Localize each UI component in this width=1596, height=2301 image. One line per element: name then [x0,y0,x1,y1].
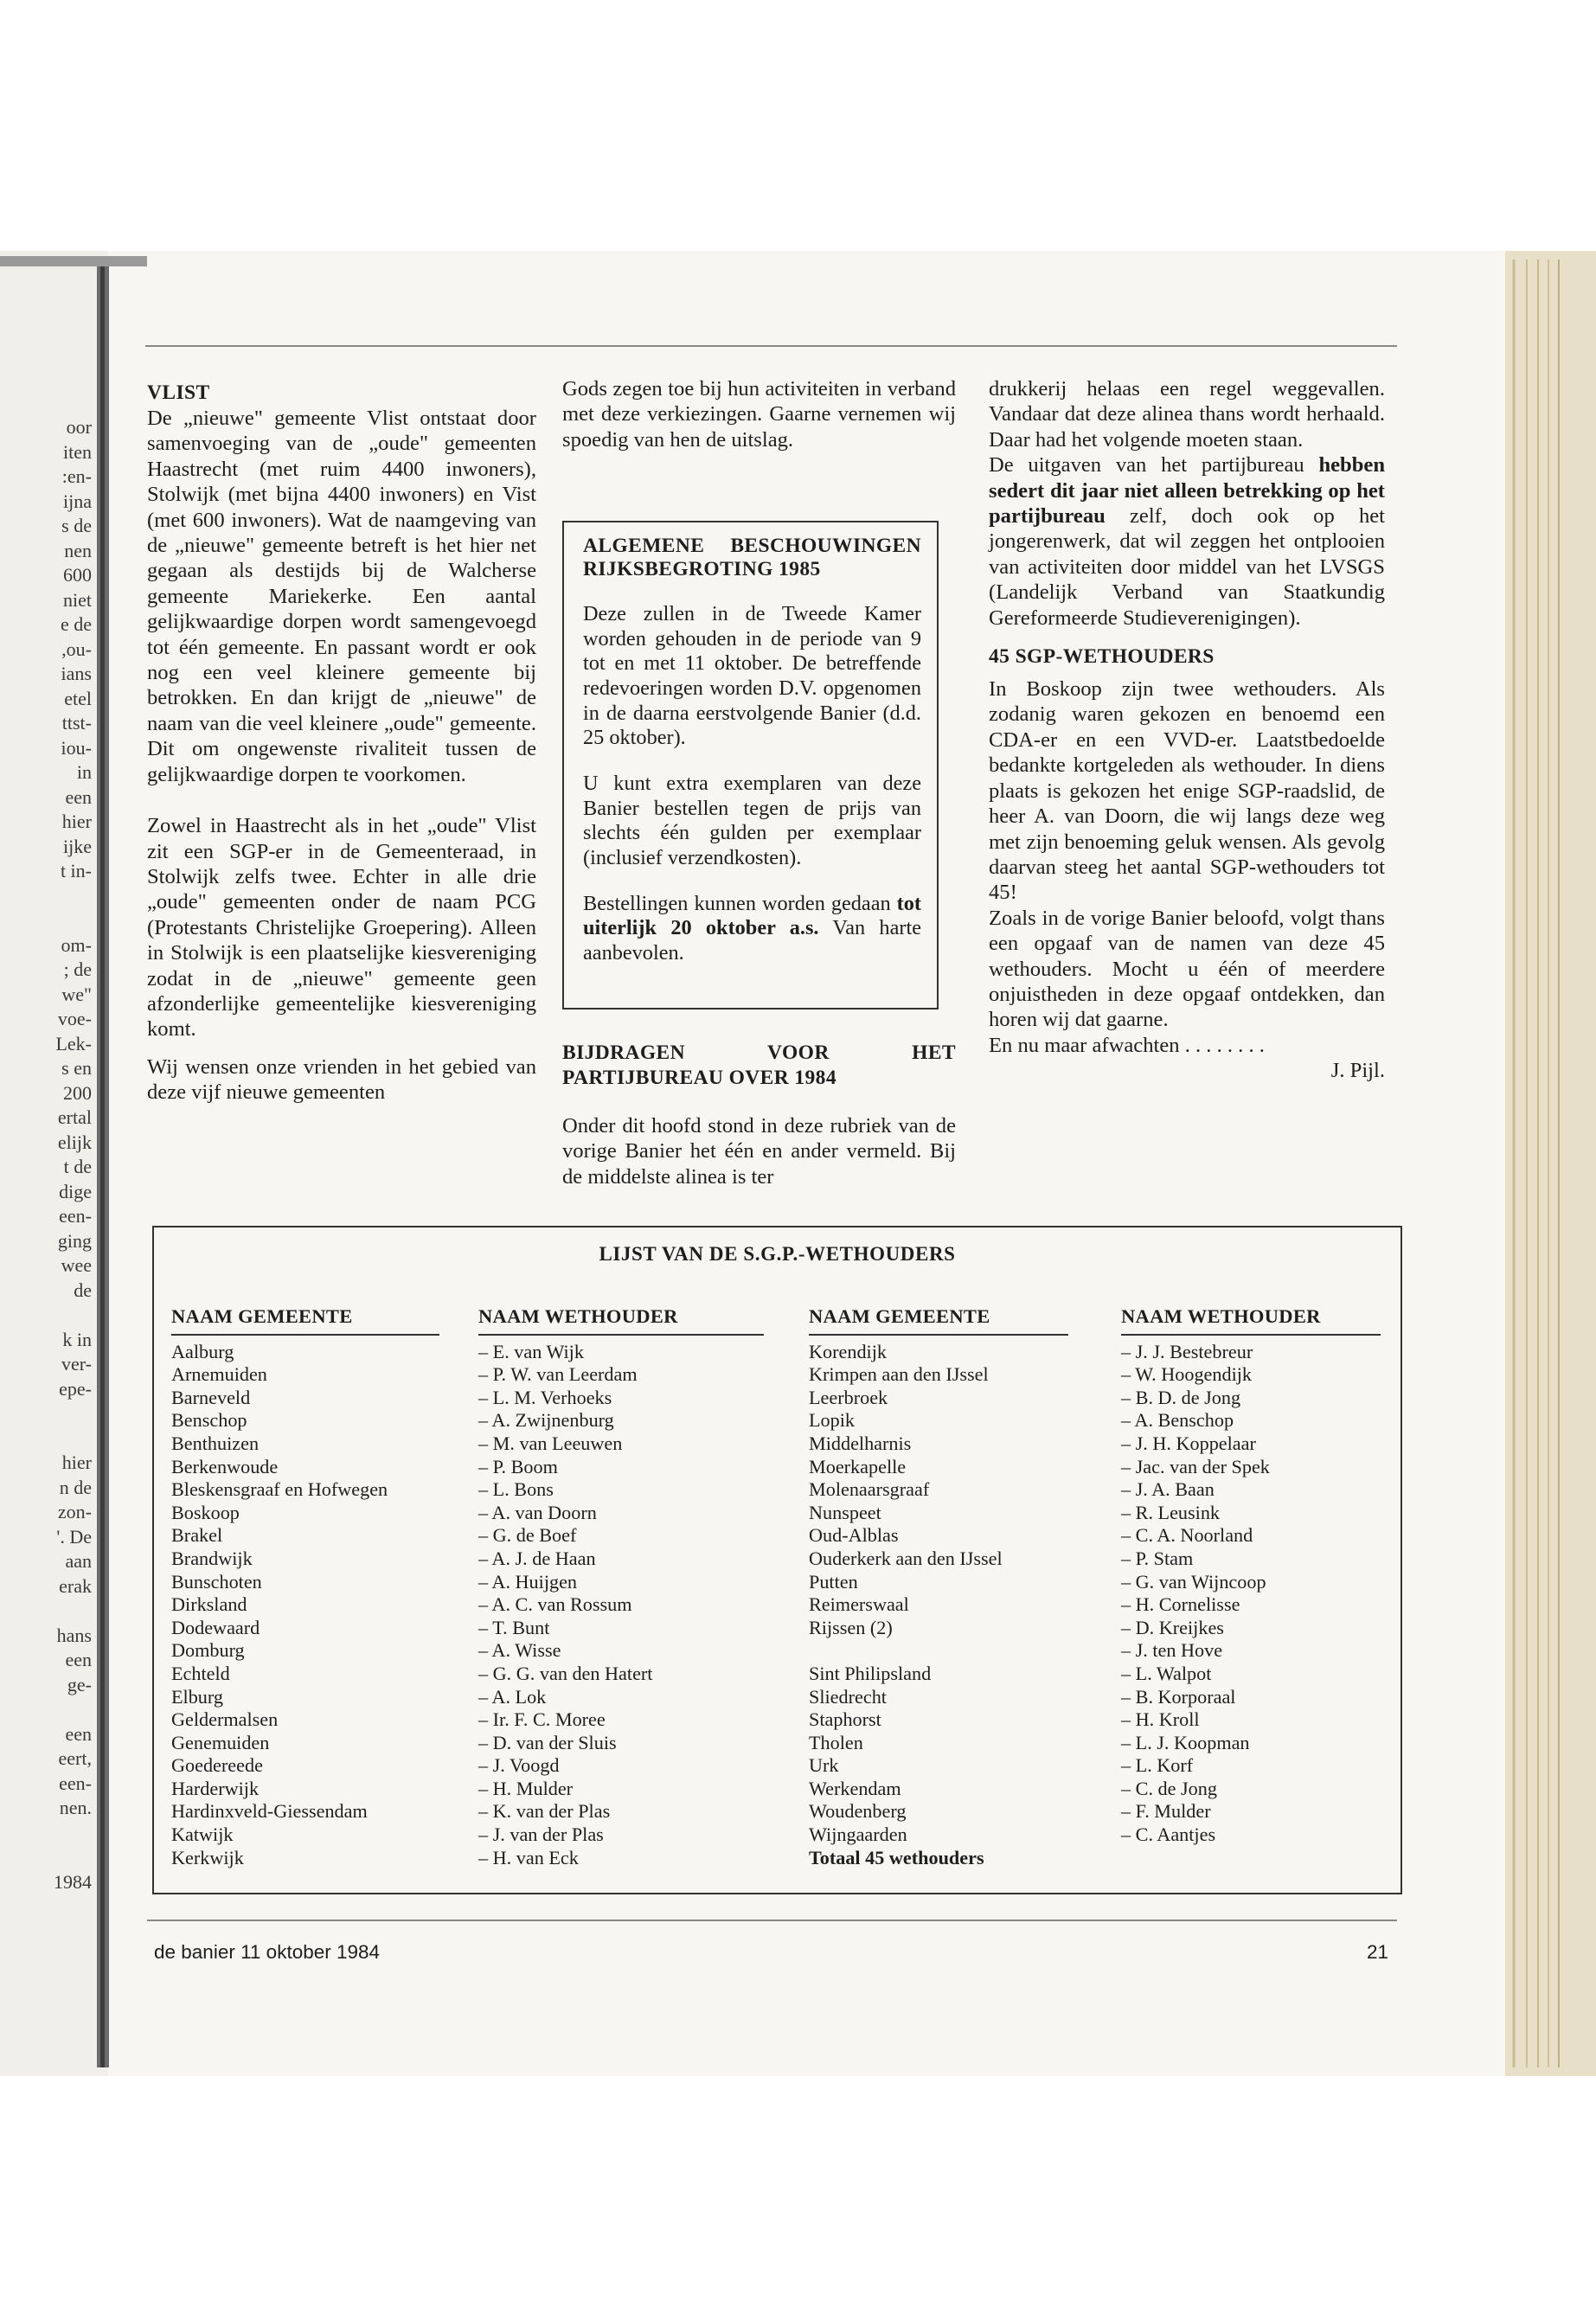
column-right [989,376,1385,1084]
table-title: LIJST VAN DE S.G.P.-WETHOUDERS [599,1243,956,1265]
previous-page-fragment: zon- [57,1501,92,1522]
table-cell-wethouder: – H. Kroll [1121,1708,1200,1731]
notice-paragraph-3: Bestellingen kunnen worden gedaan tot uiterlijk 20 oktober a.s. Van harte aanbevolen. [583,891,921,965]
table-cell-wethouder: – D. Kreijkes [1121,1616,1224,1638]
table-cell-gemeente: Sliedrecht [809,1685,887,1708]
vlist-heading: VLIST [147,381,210,404]
previous-page-fragment: hier [61,1452,92,1473]
previous-page-fragment: ; de [63,958,92,980]
table-cell-wethouder: – L. Bons [478,1478,554,1501]
table-cell-gemeente: Harderwijk [171,1777,260,1799]
previous-page-fragment: voe- [57,1008,92,1029]
table-cell-gemeente: Katwijk [171,1823,234,1846]
table-cell-gemeente: Benthuizen [171,1432,260,1454]
gemeente-list-left [171,1341,439,1870]
correction-paragraph: drukkerij helaas een regel weggevallen. Vandaar dat deze alinea thans wordt herhaald. Daar had het volgende moeten staan. [989,377,1385,452]
table-cell-wethouder: – H. Cornelisse [1121,1593,1240,1616]
table-cell-wethouder: – A. Wisse [478,1639,561,1662]
table-cell-gemeente: Genemuiden [171,1731,270,1753]
wethouders-paragraph-2: Zoals in de vorige Banier beloofd, volgt thans een opgaaf van de namen van deze 45 wethouders. Mocht u één of meerdere onjuistheden in deze opgaaf ontdekken, dan horen wij dat gaarne. [989,906,1385,1032]
table-cell-gemeente: Dodewaard [171,1616,260,1638]
previous-page-fragment: ertal [57,1106,92,1128]
table-cell-wethouder: – P. W. van Leerdam [478,1363,638,1386]
table-cell-gemeente: Molenaarsgraaf [809,1478,930,1501]
previous-page-fragment: 600 [63,564,92,586]
previous-page-fragment: ijke [63,835,92,857]
table-cell-gemeente: Bunschoten [171,1570,262,1593]
table-cell-wethouder: – J. ten Hove [1121,1639,1223,1662]
page-number: 21 [1367,1941,1389,1963]
previous-page-fragment: Lek- [55,1032,92,1054]
vlist-paragraph-3: Wij wensen onze vrienden in het gebied van deze vijf nieuwe gemeenten [147,1054,536,1105]
previous-page-fragment [0,1697,97,1722]
previous-page-fragment: '. De [56,1525,92,1548]
table-cell-wethouder: – A. C. van Rossum [478,1593,632,1616]
table-cell-gemeente: Korendijk [809,1340,887,1362]
table-cell-gemeente: Leerbroek [809,1386,888,1408]
previous-page-fragment [0,884,97,909]
previous-page-fragment: etel [64,687,92,709]
previous-page-fragment: een [65,1649,92,1670]
table-cell-wethouder: – B. Korporaal [1121,1685,1236,1708]
previous-page-fragment: wee [61,1254,92,1276]
notice-heading: ALGEMENE BESCHOUWINGEN RIJKSBEGROTING 1985 [583,535,921,580]
previous-page-fragment: ians [61,663,92,684]
previous-page-fragment: een [65,785,92,808]
table-cell-wethouder: – T. Bunt [478,1616,550,1638]
table-cell-wethouder: – Ir. F. C. Moree [478,1708,606,1731]
table-cell-gemeente: Echteld [171,1662,230,1684]
table-cell-gemeente: Urk [809,1754,839,1777]
table-cell-gemeente: Werkendam [809,1777,901,1799]
table-cell-gemeente: Barneveld [171,1386,251,1408]
table-cell-wethouder: – D. van der Sluis [478,1731,617,1753]
previous-page-fragment: 200 [63,1081,92,1104]
table-cell-gemeente: Bleskensgraaf en Hofwegen [171,1478,388,1501]
table-cell-gemeente: Geldermalsen [171,1708,279,1731]
table-cell-wethouder: – C. A. Noorland [1121,1524,1253,1547]
vlist-paragraph-2: Zowel in Haastrecht als in het „oude" Vlist zit een SGP-er in de Gemeenteraad, in Stolwijk zelfs twee. Echter in alle drie „oude" gemeenten onder de naam PCG (Protestants Christelijke Groepering). Alleen in Stolwijk is een plaatselijke kiesvereniging zodat in de „nieuwe" gemeente geen afzonderlijke gemeentelijke kiesvereniging komt. [147,814,536,1042]
table-cell-gemeente: Goedereede [171,1754,263,1777]
table-col-wethouder-left [478,1305,764,1869]
wethouders-paragraph-1: In Boskoop zijn twee wethouders. Als zodanig waren gekozen en benoemd een CDA-er en een VVD-er. Laatstbedoelde bedankte kortgeleden als wethouder. In diens plaats is gekozen het enige SGP-raadslid, de heer A. van Doorn, die wij langs deze weg met zijn benoeming geluk wensen. Als gevolg daarvan steeg het aantal SGP-wethouders tot 45! [989,677,1385,905]
table-cell-wethouder: – R. Leusink [1121,1501,1221,1523]
table-cell-gemeente: Sint Philipsland [809,1662,932,1684]
table-cell-gemeente: Elburg [171,1685,223,1708]
table-cell-wethouder: – J. Voogd [478,1754,560,1777]
table-cell-gemeente: Benschop [171,1409,247,1432]
previous-page-fragment: ,ou- [61,638,92,660]
notice-paragraph-2: U kunt extra exemplaren van deze Banier bestellen tegen de prijs van slechts één gulden per exemplaar (inclusief verzendkosten). [583,772,921,869]
gemeente-list-right [809,1341,1068,1847]
wethouder-list-left [478,1341,764,1870]
table-cell-gemeente: Brandwijk [171,1547,253,1569]
table-cell-wethouder: – G. van Wijncoop [1121,1570,1266,1593]
table-cell-wethouder: – W. Hoogendijk [1121,1363,1252,1386]
previous-page-fragment: om- [61,933,92,956]
previous-page-fragment: t in- [60,860,92,881]
table-cell-wethouder: – A. van Doorn [478,1501,597,1523]
table-cell-gemeente: Boskoop [171,1501,240,1523]
blessing-paragraph: Gods zegen toe bij hun activiteiten in verband met deze verkiezingen. Gaarne vernemen wij spoedig van hen de uitslag. [562,377,956,452]
table-cell-wethouder: – P. Stam [1121,1547,1194,1569]
table-cell-wethouder: – H. van Eck [478,1846,579,1868]
table-cell-wethouder: – J. H. Koppelaar [1121,1432,1256,1454]
afwachten-line: En nu maar afwachten . . . . . . . . [989,1033,1265,1057]
table-cell-gemeente: Brakel [171,1524,223,1547]
table-cell-wethouder: – J. van der Plas [478,1823,604,1846]
table-cell-gemeente [809,1639,1068,1663]
table-cell-wethouder: – H. Mulder [478,1777,574,1799]
previous-page-fragment: elijk [57,1131,92,1153]
table-header-gemeente-left: NAAM GEMEENTE [171,1305,439,1336]
table-total: Totaal 45 wethouders [809,1846,984,1868]
previous-page-fragment: een [65,1722,92,1745]
previous-page-fragment: ge- [67,1673,92,1695]
table-cell-gemeente: Nunspeet [809,1501,881,1523]
table-cell-wethouder: – A. Lok [478,1685,547,1708]
previous-page-fragment: hier [61,811,92,832]
previous-page-fragment: e de [60,613,92,635]
previous-page-fragment: k in [62,1328,92,1350]
table-header-wethouder-left: NAAM WETHOUDER [478,1305,764,1336]
table-cell-wethouder: – B. D. de Jong [1121,1386,1241,1408]
table-cell-wethouder: – G. de Boef [478,1524,577,1547]
notice-paragraph-1: Deze zullen in de Tweede Kamer worden gehouden in de periode van 9 tot en met 11 oktober. De betreffende redevoeringen worden D.V. opgenomen in de daarna eerstvolgende Banier (d.d. 25 oktober). [583,602,921,750]
previous-page-fragment [0,1426,97,1452]
table-header-wethouder-right: NAAM WETHOUDER [1121,1305,1381,1336]
table-cell-wethouder: – C. Aantjes [1121,1823,1216,1846]
previous-page-fragment: oor [66,416,92,438]
table-col-gemeente-left [171,1305,439,1869]
table-header-gemeente-right: NAAM GEMEENTE [809,1305,1068,1336]
table-cell-wethouder: – A. Huijgen [478,1570,578,1593]
table-cell-gemeente: Putten [809,1570,858,1593]
previous-page-fragment: 1984 [54,1870,92,1893]
table-cell-gemeente: Krimpen aan den IJssel [809,1363,989,1386]
signature: J. Pijl. [1330,1059,1385,1083]
table-cell-wethouder: – K. van der Plas [478,1800,611,1823]
table-cell-gemeente: Berkenwoude [171,1455,279,1477]
table-cell-wethouder: – E. van Wijk [478,1340,584,1362]
previous-page-fragment: t de [63,1156,92,1177]
previous-page-fragment: aan [65,1550,92,1572]
table-cell-wethouder: – P. Boom [478,1455,558,1477]
table-cell-wethouder: – A. Zwijnenburg [478,1409,614,1432]
previous-page-fragment: hans [56,1624,92,1646]
previous-page-fragment: :en- [61,465,92,487]
table-cell-gemeente: Tholen [809,1731,863,1753]
previous-page-fragment: dige [59,1180,92,1202]
previous-page-fragment: epe- [59,1377,92,1400]
column-middle-top [562,376,956,452]
previous-page-fragment: de [74,1279,92,1301]
table-cell-wethouder: – G. G. van den Hatert [478,1662,653,1684]
wethouder-list-right [1121,1341,1381,1847]
previous-page-fragment [0,1821,97,1846]
table-cell-gemeente: Domburg [171,1639,245,1662]
previous-page-fragment: ttst- [61,712,92,734]
previous-page-fragment [0,1401,97,1426]
table-cell-wethouder: – L. M. Verhoeks [478,1386,612,1408]
vlist-paragraph-1: De „nieuwe" gemeente Vlist ontstaat door samenvoeging van de „oude" gemeenten Haastrecht (met ruim 4400 inwoners), Stolwijk (met bijna 4400 inwoners) en Vist (met 600 inwoners). Wat de naamgeving van de „nieuwe" gemeente betreft is het hier net gegaan als destijds bij de Walcherse gemeente Mariekerke. Een aantal gelijkwaardige dorpen wordt samengevoegd tot één gemeente. En passant wordt er ook nog een veel kleinere gemeente bij betrokken. En dan krijgt de „nieuwe" de naam van die veel kleinere „oude" gemeente. Dit om ongewenste rivaliteit tussen de gelijkwaardige dorpen te voorkomen. [147,407,536,786]
table-cell-gemeente: Arnemuiden [171,1363,267,1386]
table-cell-wethouder: – F. Mulder [1121,1800,1211,1823]
previous-page-fragment: eert, [58,1747,92,1769]
wethouders-heading: 45 SGP-WETHOUDERS [989,645,1215,669]
table-cell-gemeente: Middelharnis [809,1432,912,1454]
column-vlist [147,381,536,1106]
wethouders-table [152,1226,1402,1894]
table-cell-wethouder: – J. A. Baan [1121,1478,1215,1501]
table-cell-gemeente: Reimerswaal [809,1593,909,1616]
previous-page-fragment [0,1845,97,1870]
table-cell-gemeente: Rijssen (2) [809,1616,893,1638]
table-col-wethouder-right [1121,1305,1381,1847]
previous-page-fragment [0,1303,97,1328]
previous-page-fragment: iou- [61,736,92,759]
partijbureau-paragraph: De uitgaven van het partijbureau hebben sedert dit jaar niet alleen betrekking op het partijbureau zelf, doch ook op het jongerenwerk, dat wil zeggen het ontplooien van activiteiten door middel van het LVSGS (Landelijk Verband van Staatkundig Gereformeerde Studieverenigingen). [989,453,1385,630]
previous-page-fragment: in [76,761,92,783]
table-cell-gemeente: Staphorst [809,1708,881,1731]
table-cell-gemeente: Lopik [809,1409,855,1432]
previous-page-fragment: nen [64,539,92,561]
table-cell-gemeente: Dirksland [171,1593,247,1616]
footer-publication: de banier 11 oktober 1984 [154,1941,381,1963]
previous-page-fragment: s en [61,1057,92,1079]
previous-page-fragment: erak [59,1574,92,1597]
previous-page-fragment: nen. [59,1797,92,1818]
previous-page-fragment [0,908,97,933]
table-cell-wethouder: – M. van Leeuwen [478,1432,623,1454]
previous-page-fragment: een- [59,1205,92,1227]
table-cell-gemeente: Kerkwijk [171,1846,244,1868]
table-cell-wethouder: – C. de Jong [1121,1777,1217,1799]
table-cell-gemeente: Moerkapelle [809,1455,907,1477]
previous-page-edge-text [0,415,97,2016]
previous-page-fragment [0,1599,97,1624]
previous-page-fragment: een- [59,1772,92,1794]
bijdragen-paragraph: Onder dit hoofd stond in deze rubriek van de vorige Banier het één en ander vermeld. Bij de middelste alinea is ter [562,1114,956,1189]
column-middle-bottom [562,1041,956,1189]
table-cell-wethouder: – L. Walpot [1121,1662,1212,1684]
algemene-beschouwingen-notice [562,521,939,1009]
previous-page-fragment: we" [61,983,92,1005]
previous-page-fragment: ging [57,1229,92,1252]
previous-page-fragment: s de [61,515,92,536]
notice-deadline: tot uiterlijk 20 oktober a.s. [583,891,921,940]
table-cell-wethouder: – Jac. van der Spek [1121,1455,1270,1477]
previous-page-fragment: ver- [61,1353,92,1375]
table-cell-wethouder: – L. Korf [1121,1754,1194,1777]
previous-page-fragment: niet [63,588,92,611]
table-cell-gemeente: Ouderkerk aan den IJssel [809,1547,1003,1569]
table-cell-wethouder: – J. J. Bestebreur [1121,1340,1253,1362]
table-cell-gemeente: Woudenberg [809,1800,907,1823]
bijdragen-heading: BIJDRAGEN VOOR HET PARTIJBUREAU OVER 1984 [562,1042,956,1089]
table-cell-gemeente: Wijngaarden [809,1823,907,1846]
table-col-gemeente-right [809,1305,1068,1869]
previous-page-fragment: n de [59,1476,92,1498]
table-cell-gemeente: Aalburg [171,1340,234,1362]
table-cell-gemeente: Oud-Alblas [809,1524,899,1547]
table-cell-gemeente: Hardinxveld-Giessendam [171,1800,368,1823]
previous-page-fragment: ijna [63,490,92,512]
previous-page-fragment: iten [63,440,92,463]
table-cell-wethouder: – A. J. de Haan [478,1547,596,1569]
table-cell-wethouder: – A. Benschop [1121,1409,1234,1432]
table-cell-wethouder: – L. J. Koopman [1121,1731,1250,1753]
